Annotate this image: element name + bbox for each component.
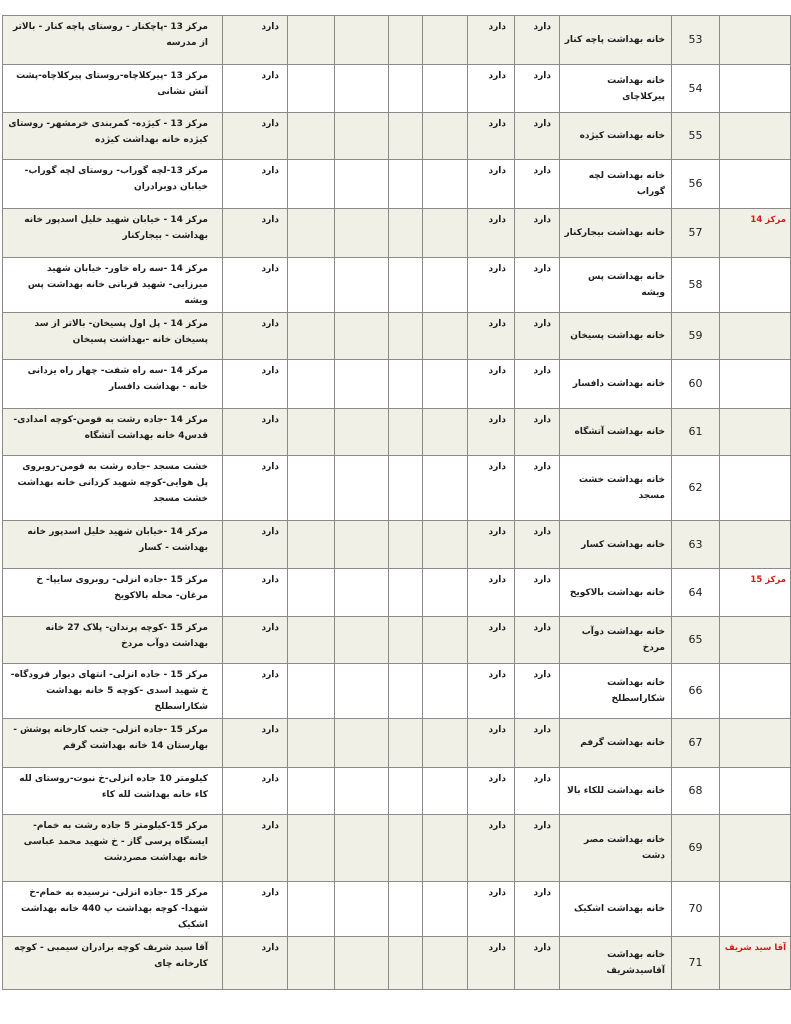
status-cell-1: دارد	[223, 664, 288, 719]
empty-cell	[423, 113, 468, 160]
row-number-cell: 69	[672, 815, 720, 882]
address-cell: مرکز 15-کیلومتر 5 جاده رشت به خمام- ایستگاه پرسی گاز - خ شهید محمد عباسی خانه بهداشت مصردشت	[3, 815, 223, 882]
status-cell-3: دارد	[515, 815, 560, 882]
empty-cell	[288, 456, 335, 521]
row-number-cell: 58	[672, 258, 720, 313]
center-label-cell	[720, 719, 791, 768]
empty-cell	[335, 258, 389, 313]
table-row	[3, 664, 791, 719]
empty-cell	[423, 664, 468, 719]
status-cell-3: دارد	[515, 209, 560, 258]
status-cell-2: دارد	[468, 65, 515, 113]
health-house-name-cell: خانه بهداشت دوآب مردخ	[560, 617, 672, 664]
status-cell-1: دارد	[223, 521, 288, 569]
empty-cell	[288, 617, 335, 664]
center-label-cell	[720, 521, 791, 569]
table-row	[3, 360, 791, 409]
table-row	[3, 719, 791, 768]
row-number-cell: 63	[672, 521, 720, 569]
empty-cell	[389, 65, 423, 113]
center-label-cell	[720, 617, 791, 664]
row-number-cell: 70	[672, 882, 720, 937]
health-house-name-cell: خانه بهداشت خشت مسجد	[560, 456, 672, 521]
center-label-cell	[720, 456, 791, 521]
table-row	[3, 882, 791, 937]
row-number-cell: 60	[672, 360, 720, 409]
empty-cell	[335, 617, 389, 664]
table-row	[3, 16, 791, 65]
center-label-cell	[720, 65, 791, 113]
status-cell-3: دارد	[515, 768, 560, 815]
empty-cell	[288, 521, 335, 569]
empty-cell	[389, 719, 423, 768]
status-cell-2: دارد	[468, 815, 515, 882]
status-cell-1: دارد	[223, 768, 288, 815]
health-house-name-cell: خانه بهداشت مصر دشت	[560, 815, 672, 882]
health-house-name-cell: خانه بهداشت دافسار	[560, 360, 672, 409]
empty-cell	[335, 209, 389, 258]
empty-cell	[288, 313, 335, 360]
status-cell-1: دارد	[223, 409, 288, 456]
status-cell-1: دارد	[223, 16, 288, 65]
status-cell-1: دارد	[223, 719, 288, 768]
address-cell: مرکز 14 -سه راه خاور- خیابان شهید میرزایی- شهید قربانی خانه بهداشت پس ویشه	[3, 258, 223, 313]
health-house-name-cell: خانه بهداشت کسار	[560, 521, 672, 569]
empty-cell	[389, 209, 423, 258]
empty-cell	[389, 313, 423, 360]
empty-cell	[288, 360, 335, 409]
empty-cell	[389, 360, 423, 409]
empty-cell	[423, 16, 468, 65]
health-house-name-cell: خانه بهداشت پس ویشه	[560, 258, 672, 313]
table-row	[3, 617, 791, 664]
health-house-name-cell: خانه بهداشت گرفم	[560, 719, 672, 768]
health-house-name-cell: خانه بهداشت آقاسیدشریف	[560, 937, 672, 990]
empty-cell	[423, 937, 468, 990]
empty-cell	[288, 209, 335, 258]
address-cell: آقا سید شریف کوچه برادران سیمبی - کوچه کارخانه چای	[3, 937, 223, 990]
row-number-cell: 67	[672, 719, 720, 768]
empty-cell	[389, 258, 423, 313]
status-cell-2: دارد	[468, 313, 515, 360]
table-row	[3, 209, 791, 258]
center-label-cell	[720, 313, 791, 360]
empty-cell	[335, 313, 389, 360]
status-cell-3: دارد	[515, 521, 560, 569]
status-cell-1: دارد	[223, 882, 288, 937]
empty-cell	[389, 882, 423, 937]
status-cell-1: دارد	[223, 360, 288, 409]
address-cell: مرکز 13 -پیرکلاچاه-روستای پیرکلاچاه-پشت آتش نشانی	[3, 65, 223, 113]
empty-cell	[423, 521, 468, 569]
status-cell-3: دارد	[515, 113, 560, 160]
center-label-cell	[720, 16, 791, 65]
empty-cell	[288, 664, 335, 719]
empty-cell	[423, 719, 468, 768]
empty-cell	[335, 456, 389, 521]
empty-cell	[423, 360, 468, 409]
empty-cell	[423, 409, 468, 456]
address-cell: مرکز 14 -خیابان شهید خلیل اسدپور خانه بهداشت - کسار	[3, 521, 223, 569]
status-cell-1: دارد	[223, 209, 288, 258]
empty-cell	[389, 160, 423, 209]
health-house-name-cell: خانه بهداشت پاچه کنار	[560, 16, 672, 65]
empty-cell	[423, 456, 468, 521]
center-label-cell: مرکز 14	[720, 209, 791, 258]
empty-cell	[423, 768, 468, 815]
address-cell: مرکز 15 -جاده انزلی- روبروی سایپا- خ مرغان- محله بالاکویخ	[3, 569, 223, 617]
center-label-cell	[720, 664, 791, 719]
address-cell: مرکز 13 - کیژده- کمربندی خرمشهر- روستای کیژده خانه بهداشت کیژده	[3, 113, 223, 160]
empty-cell	[423, 209, 468, 258]
row-number-cell: 71	[672, 937, 720, 990]
empty-cell	[389, 16, 423, 65]
row-number-cell: 68	[672, 768, 720, 815]
empty-cell	[389, 456, 423, 521]
status-cell-2: دارد	[468, 768, 515, 815]
status-cell-3: دارد	[515, 937, 560, 990]
table-row	[3, 409, 791, 456]
empty-cell	[423, 882, 468, 937]
empty-cell	[335, 664, 389, 719]
empty-cell	[288, 113, 335, 160]
empty-cell	[288, 160, 335, 209]
status-cell-1: دارد	[223, 569, 288, 617]
center-label-cell	[720, 882, 791, 937]
status-cell-1: دارد	[223, 258, 288, 313]
empty-cell	[389, 937, 423, 990]
row-number-cell: 62	[672, 456, 720, 521]
row-number-cell: 56	[672, 160, 720, 209]
empty-cell	[335, 815, 389, 882]
empty-cell	[288, 16, 335, 65]
table-row	[3, 815, 791, 882]
empty-cell	[423, 258, 468, 313]
status-cell-3: دارد	[515, 258, 560, 313]
address-cell: کیلومتر 10 جاده انزلی-خ نبوت-روستای لله کاء خانه بهداشت لله کاء	[3, 768, 223, 815]
address-cell: مرکز 15 -جاده انزلی- جنب کارخانه پوشش - بهارستان 14 خانه بهداشت گرفم	[3, 719, 223, 768]
center-label-cell	[720, 113, 791, 160]
center-label-cell: مرکز 15	[720, 569, 791, 617]
table-row	[3, 456, 791, 521]
status-cell-3: دارد	[515, 160, 560, 209]
empty-cell	[288, 569, 335, 617]
address-cell: مرکز 13-لچه گوراب- روستای لچه گوراب- خیابان دوبرادران	[3, 160, 223, 209]
table-row	[3, 521, 791, 569]
status-cell-3: دارد	[515, 617, 560, 664]
empty-cell	[389, 113, 423, 160]
empty-cell	[423, 65, 468, 113]
empty-cell	[423, 313, 468, 360]
status-cell-3: دارد	[515, 569, 560, 617]
status-cell-2: دارد	[468, 113, 515, 160]
health-house-name-cell: خانه بهداشت پیرکلاچای	[560, 65, 672, 113]
health-house-name-cell: خانه بهداشت لچه گوراب	[560, 160, 672, 209]
address-cell: مرکز 15 -جاده انزلی- نرسیده به خمام-خ شهدا- کوچه بهداشت پ 440 خانه بهداشت اشکیک	[3, 882, 223, 937]
empty-cell	[389, 521, 423, 569]
center-label-cell	[720, 409, 791, 456]
health-house-name-cell: خانه بهداشت کیژده	[560, 113, 672, 160]
empty-cell	[423, 569, 468, 617]
status-cell-3: دارد	[515, 313, 560, 360]
status-cell-3: دارد	[515, 360, 560, 409]
empty-cell	[288, 719, 335, 768]
empty-cell	[423, 160, 468, 209]
health-house-name-cell: خانه بهداشت اشکیک	[560, 882, 672, 937]
status-cell-2: دارد	[468, 617, 515, 664]
status-cell-2: دارد	[468, 521, 515, 569]
row-number-cell: 61	[672, 409, 720, 456]
row-number-cell: 55	[672, 113, 720, 160]
address-cell: مرکز 14 -جاده رشت به فومن-کوچه امدادی- قدس4 خانه بهداشت آتشگاه	[3, 409, 223, 456]
empty-cell	[389, 768, 423, 815]
status-cell-3: دارد	[515, 65, 560, 113]
status-cell-3: دارد	[515, 882, 560, 937]
status-cell-3: دارد	[515, 664, 560, 719]
empty-cell	[335, 937, 389, 990]
empty-cell	[389, 617, 423, 664]
health-house-name-cell: خانه بهداشت بیجارکنار	[560, 209, 672, 258]
empty-cell	[288, 258, 335, 313]
address-cell: مرکز 13 -پاچکنار - روستای پاچه کنار - بالاتر از مدرسه	[3, 16, 223, 65]
health-house-name-cell: خانه بهداشت پسیخان	[560, 313, 672, 360]
status-cell-3: دارد	[515, 16, 560, 65]
empty-cell	[335, 569, 389, 617]
status-cell-2: دارد	[468, 209, 515, 258]
empty-cell	[288, 768, 335, 815]
status-cell-2: دارد	[468, 719, 515, 768]
address-cell: مرکز 14 -سه راه شفت- چهار راه یزدانی خانه - بهداشت دافسار	[3, 360, 223, 409]
status-cell-1: دارد	[223, 65, 288, 113]
empty-cell	[288, 882, 335, 937]
empty-cell	[335, 409, 389, 456]
empty-cell	[288, 65, 335, 113]
empty-cell	[423, 617, 468, 664]
table-row	[3, 160, 791, 209]
table-row	[3, 768, 791, 815]
table-row	[3, 258, 791, 313]
table-row	[3, 65, 791, 113]
status-cell-3: دارد	[515, 719, 560, 768]
table-row	[3, 937, 791, 990]
table-row	[3, 569, 791, 617]
status-cell-1: دارد	[223, 313, 288, 360]
empty-cell	[288, 815, 335, 882]
row-number-cell: 57	[672, 209, 720, 258]
address-cell: مرکز 15 -کوچه پرندان- پلاک 27 خانه بهداشت دوآب مردخ	[3, 617, 223, 664]
empty-cell	[335, 521, 389, 569]
empty-cell	[423, 815, 468, 882]
status-cell-2: دارد	[468, 160, 515, 209]
address-cell: مرکز 15 - جاده انزلی- انتهای دیوار فرودگاه- خ شهید اسدی -کوچه 5 خانه بهداشت شکاراسطلخ	[3, 664, 223, 719]
status-cell-3: دارد	[515, 409, 560, 456]
table-row	[3, 313, 791, 360]
empty-cell	[335, 16, 389, 65]
row-number-cell: 65	[672, 617, 720, 664]
center-label-cell	[720, 768, 791, 815]
empty-cell	[389, 664, 423, 719]
row-number-cell: 59	[672, 313, 720, 360]
status-cell-2: دارد	[468, 937, 515, 990]
empty-cell	[335, 113, 389, 160]
center-label-cell	[720, 360, 791, 409]
status-cell-3: دارد	[515, 456, 560, 521]
center-label-cell	[720, 160, 791, 209]
empty-cell	[335, 719, 389, 768]
status-cell-1: دارد	[223, 456, 288, 521]
empty-cell	[389, 569, 423, 617]
row-number-cell: 54	[672, 65, 720, 113]
status-cell-2: دارد	[468, 360, 515, 409]
center-label-cell	[720, 815, 791, 882]
row-number-cell: 64	[672, 569, 720, 617]
row-number-cell: 66	[672, 664, 720, 719]
status-cell-2: دارد	[468, 456, 515, 521]
status-cell-2: دارد	[468, 664, 515, 719]
status-cell-2: دارد	[468, 882, 515, 937]
empty-cell	[335, 65, 389, 113]
health-houses-table	[2, 15, 791, 990]
empty-cell	[288, 937, 335, 990]
status-cell-2: دارد	[468, 569, 515, 617]
status-cell-1: دارد	[223, 113, 288, 160]
empty-cell	[335, 882, 389, 937]
health-house-name-cell: خانه بهداشت للکاء بالا	[560, 768, 672, 815]
status-cell-1: دارد	[223, 617, 288, 664]
status-cell-2: دارد	[468, 258, 515, 313]
health-house-name-cell: خانه بهداشت شکاراسطلخ	[560, 664, 672, 719]
row-number-cell: 53	[672, 16, 720, 65]
empty-cell	[335, 360, 389, 409]
empty-cell	[389, 409, 423, 456]
address-cell: خشت مسجد -جاده رشت به فومن-روبروی پل هوایی-کوچه شهید کردانی خانه بهداشت خشت مسجد	[3, 456, 223, 521]
empty-cell	[389, 815, 423, 882]
table-row	[3, 113, 791, 160]
status-cell-2: دارد	[468, 409, 515, 456]
health-house-name-cell: خانه بهداشت بالاکویخ	[560, 569, 672, 617]
empty-cell	[335, 160, 389, 209]
status-cell-2: دارد	[468, 16, 515, 65]
status-cell-1: دارد	[223, 937, 288, 990]
status-cell-1: دارد	[223, 815, 288, 882]
address-cell: مرکز 14 - پل اول پسیخان- بالاتر از سد پسیخان خانه -بهداشت پسیخان	[3, 313, 223, 360]
empty-cell	[335, 768, 389, 815]
empty-cell	[288, 409, 335, 456]
status-cell-1: دارد	[223, 160, 288, 209]
address-cell: مرکز 14 - خیابان شهید خلیل اسدپور خانه بهداشت - بیجارکنار	[3, 209, 223, 258]
center-label-cell	[720, 258, 791, 313]
center-label-cell: آقا سید شریف	[720, 937, 791, 990]
health-house-name-cell: خانه بهداشت آتشگاه	[560, 409, 672, 456]
